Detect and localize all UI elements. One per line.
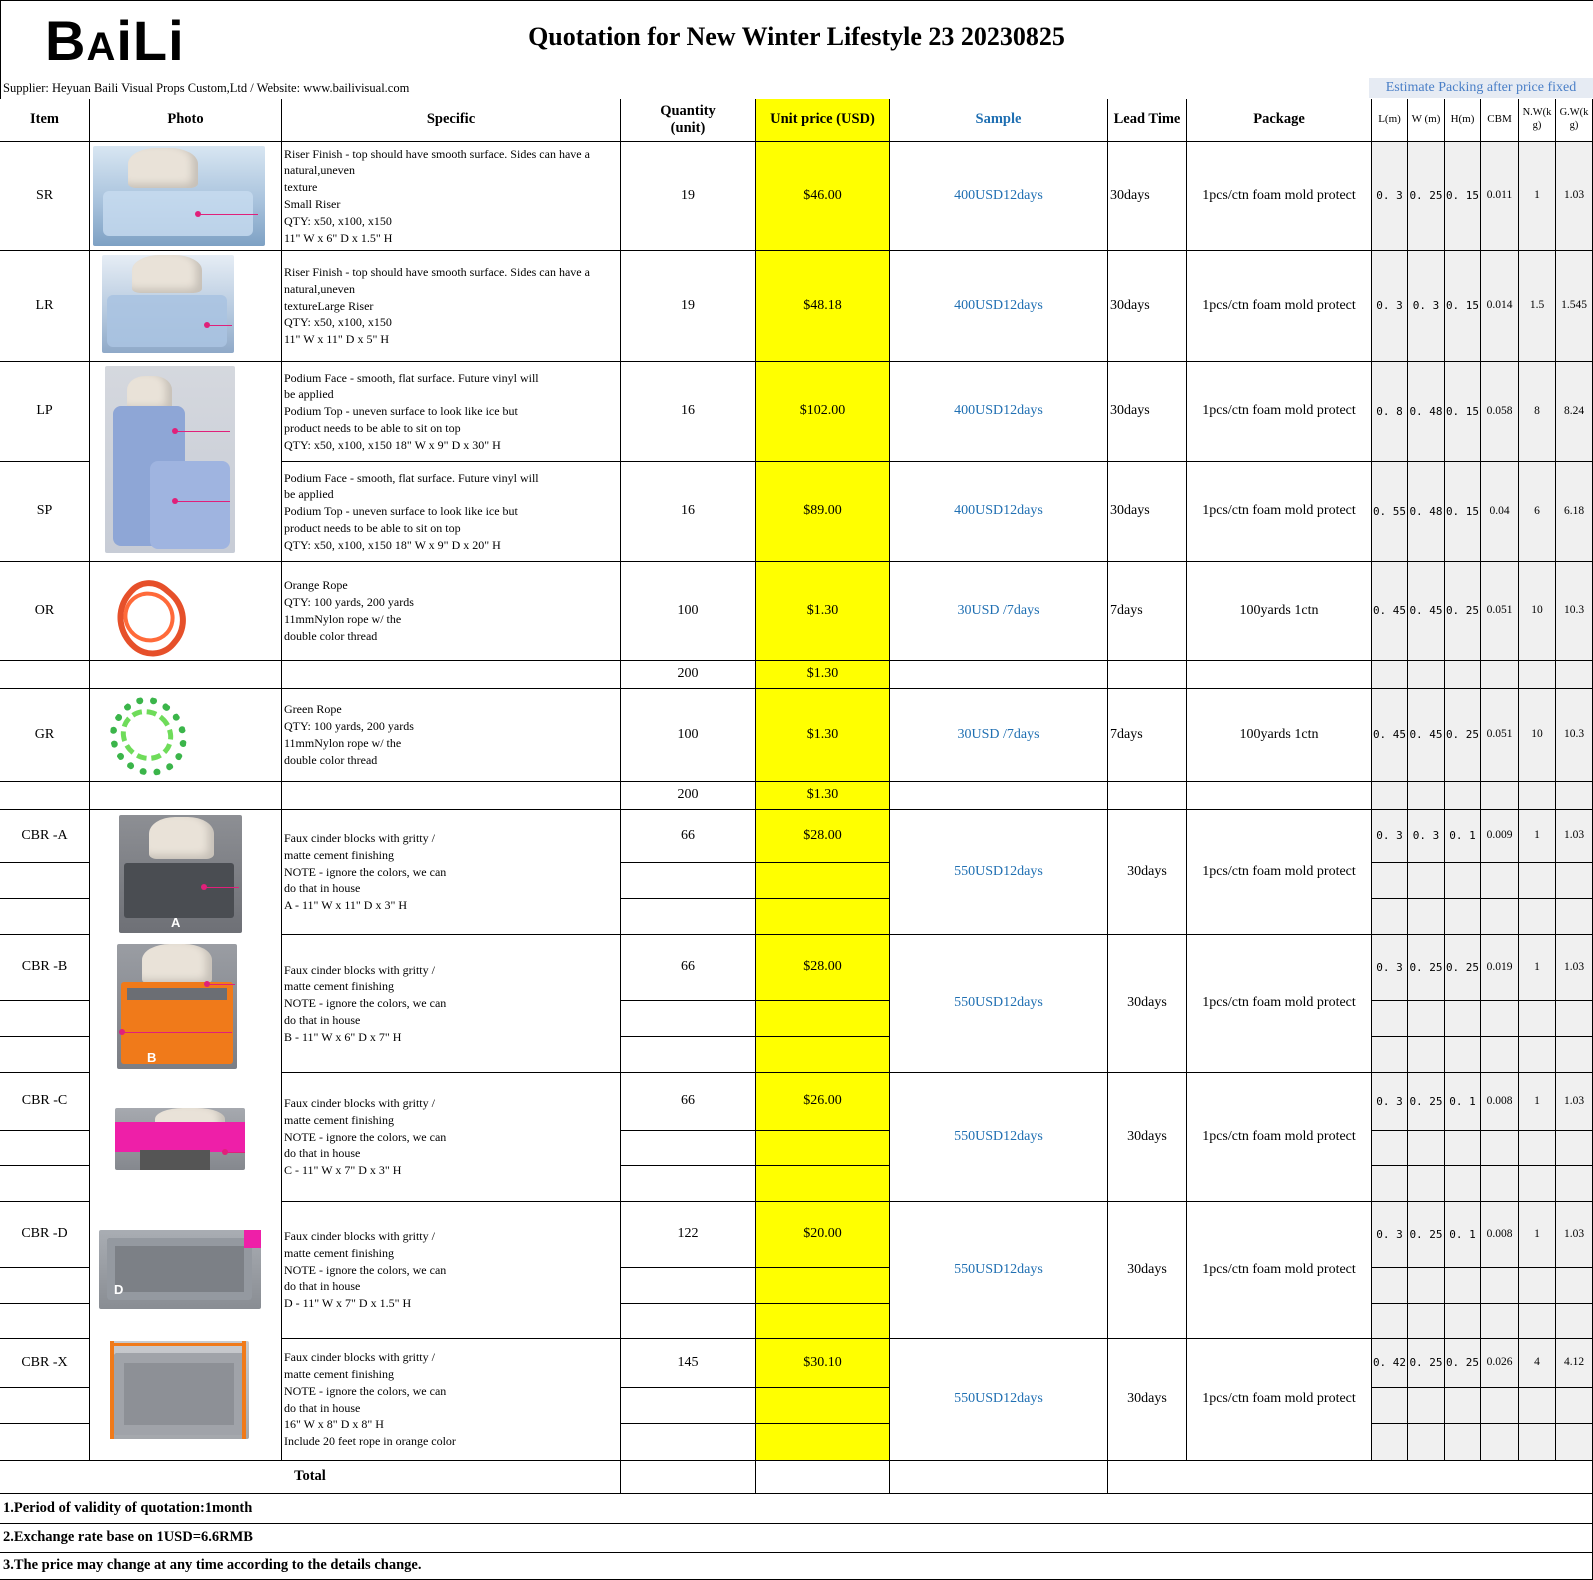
cinder-block-a-photo: A xyxy=(119,815,242,933)
dimension-empty xyxy=(1445,863,1481,899)
item-code-empty xyxy=(0,1388,90,1424)
dimension-h: 0. 1 xyxy=(1445,810,1481,863)
dimension-w: 0. 48 xyxy=(1408,362,1445,462)
large-riser-photo xyxy=(102,255,234,353)
dimension-empty xyxy=(1481,1037,1519,1073)
item-code: SP xyxy=(0,462,90,562)
baili-logo: BAiLi xyxy=(45,9,185,72)
product-spec: Green Rope QTY: 100 yards, 200 yards 11mmNylon rope w/ the double color thread xyxy=(282,689,621,782)
total-empty xyxy=(1108,1461,1593,1494)
column-header-specific: Specific xyxy=(282,99,621,142)
photo-cell xyxy=(90,782,282,810)
dimension-cbm: 0.009 xyxy=(1481,810,1519,863)
lead-time: 30days xyxy=(1108,935,1187,1073)
dimension-l: 0. 3 xyxy=(1372,1073,1408,1131)
dimension-cbm: 0.051 xyxy=(1481,562,1519,661)
package-type: 1pcs/ctn foam mold protect xyxy=(1187,810,1372,935)
package-type: 1pcs/ctn foam mold protect xyxy=(1187,1339,1372,1461)
dimension-empty xyxy=(1408,1424,1445,1461)
dimension-gw: 10.3 xyxy=(1556,689,1593,782)
dimension-empty xyxy=(1519,1037,1556,1073)
package-type: 1pcs/ctn foam mold protect xyxy=(1187,251,1372,362)
item-code-empty xyxy=(0,863,90,899)
dimension-empty xyxy=(1556,1001,1593,1037)
dimension-w: 0. 48 xyxy=(1408,462,1445,562)
sample-cost: 550USD12days xyxy=(890,1339,1108,1461)
dimension-empty xyxy=(1372,1424,1408,1461)
dimension-gw: 10.3 xyxy=(1556,562,1593,661)
sample-cost: 30USD /7days xyxy=(890,562,1108,661)
dimension-gw: 1.03 xyxy=(1556,142,1593,251)
table-cell-empty xyxy=(282,782,621,810)
sample-cost: 550USD12days xyxy=(890,935,1108,1073)
unit-price-value: $48.18 xyxy=(756,251,890,362)
unit-price-value: $28.00 xyxy=(756,810,890,863)
sample-cost: 400USD12days xyxy=(890,462,1108,562)
unit-price-value: $1.30 xyxy=(756,689,890,782)
unit-price-empty xyxy=(756,1037,890,1073)
quantity-value: 16 xyxy=(621,362,756,462)
dimension-cbm: 0.04 xyxy=(1481,462,1519,562)
item-code-empty xyxy=(0,1166,90,1202)
dimension-empty xyxy=(1372,1166,1408,1202)
dimension-w: 0. 45 xyxy=(1408,562,1445,661)
dimension-empty xyxy=(1519,1001,1556,1037)
dimension-nw: 1 xyxy=(1519,810,1556,863)
package-type: 100yards 1ctn xyxy=(1187,689,1372,782)
unit-price-value: $28.00 xyxy=(756,935,890,1001)
dimension-empty xyxy=(1481,1131,1519,1166)
dimension-l: 0. 3 xyxy=(1372,810,1408,863)
dimension-cbm: 0.026 xyxy=(1481,1339,1519,1388)
item-code-empty xyxy=(0,1304,90,1339)
unit-price-value: $1.30 xyxy=(756,562,890,661)
dimension-gw: 4.12 xyxy=(1556,1339,1593,1388)
quantity-value: 19 xyxy=(621,142,756,251)
unit-price-value: $1.30 xyxy=(756,661,890,689)
lead-time: 30days xyxy=(1108,1073,1187,1202)
dimension-nw: 10 xyxy=(1519,689,1556,782)
dimension-gw: 1.545 xyxy=(1556,251,1593,362)
dimension-w: 0. 25 xyxy=(1408,1339,1445,1388)
estimate-packing-note: Estimate Packing after price fixed xyxy=(1369,78,1593,98)
column-header-gw: G.W(kg) xyxy=(1556,99,1593,142)
dimension-cbm: 0.008 xyxy=(1481,1073,1519,1131)
podium-photo xyxy=(105,366,235,553)
dimension-empty xyxy=(1445,1166,1481,1202)
dimension-empty xyxy=(1445,1037,1481,1073)
quantity-empty xyxy=(621,1166,756,1202)
dimension-l: 0. 42 xyxy=(1372,1339,1408,1388)
package-type: 1pcs/ctn foam mold protect xyxy=(1187,142,1372,251)
item-code-empty xyxy=(0,899,90,935)
sample-cost: 400USD12days xyxy=(890,362,1108,462)
product-spec: Faux cinder blocks with gritty / matte cement finishing NOTE - ignore the colors, we can do that in house B - 11" W x 6" D x 7" H xyxy=(282,935,621,1073)
dimension-w: 0. 3 xyxy=(1408,810,1445,863)
item-code: CBR -D xyxy=(0,1202,90,1268)
item-code: SR xyxy=(0,142,90,251)
dimension-w: 0. 45 xyxy=(1408,689,1445,782)
dimension-l: 0. 3 xyxy=(1372,935,1408,1001)
dimension-cbm: 0.058 xyxy=(1481,362,1519,462)
dimension-empty xyxy=(1445,1131,1481,1166)
table-cell-empty xyxy=(1372,782,1408,810)
footnote-2: 2.Exchange rate base on 1USD=6.6RMB xyxy=(0,1524,1593,1553)
package-type: 1pcs/ctn foam mold protect xyxy=(1187,362,1372,462)
dimension-cbm: 0.019 xyxy=(1481,935,1519,1001)
dimension-empty xyxy=(1481,1424,1519,1461)
table-cell-empty xyxy=(1556,782,1593,810)
dimension-empty xyxy=(1481,1001,1519,1037)
quantity-value: 100 xyxy=(621,689,756,782)
orange-rope-photo xyxy=(109,574,183,652)
table-cell-empty xyxy=(1372,661,1408,689)
dimension-empty xyxy=(1519,1268,1556,1304)
dimension-h: 0. 15 xyxy=(1445,462,1481,562)
dimension-l: 0. 45 xyxy=(1372,562,1408,661)
cinder-block-b-photo: B xyxy=(117,944,237,1069)
sample-cost: 30USD /7days xyxy=(890,689,1108,782)
quantity-empty xyxy=(621,863,756,899)
unit-price-value: $1.30 xyxy=(756,782,890,810)
column-header-h: H(m) xyxy=(1445,99,1481,142)
sample-cost: 400USD12days xyxy=(890,251,1108,362)
quantity-value: 200 xyxy=(621,661,756,689)
dimension-empty xyxy=(1372,1304,1408,1339)
product-spec: Faux cinder blocks with gritty / matte cement finishing NOTE - ignore the colors, we can do that in house C - 11" W x 7" D x 3" H xyxy=(282,1073,621,1202)
package-type: 1pcs/ctn foam mold protect xyxy=(1187,1073,1372,1202)
lead-time: 30days xyxy=(1108,251,1187,362)
column-header-quantity: Quantity (unit) xyxy=(621,99,756,142)
table-cell-empty xyxy=(1519,782,1556,810)
dimension-empty xyxy=(1519,1166,1556,1202)
quantity-empty xyxy=(621,1304,756,1339)
dimension-l: 0. 3 xyxy=(1372,142,1408,251)
dimension-cbm: 0.014 xyxy=(1481,251,1519,362)
dimension-w: 0. 25 xyxy=(1408,1202,1445,1268)
dimension-w: 0. 25 xyxy=(1408,1073,1445,1131)
unit-price-empty xyxy=(756,1001,890,1037)
table-cell-empty xyxy=(1108,661,1187,689)
cinder-block-x-photo xyxy=(110,1341,249,1439)
dimension-l: 0. 45 xyxy=(1372,689,1408,782)
unit-price-value: $30.10 xyxy=(756,1339,890,1388)
dimension-w: 0. 25 xyxy=(1408,935,1445,1001)
dimension-empty xyxy=(1408,1131,1445,1166)
item-code: CBR -B xyxy=(0,935,90,1001)
column-header-l: L(m) xyxy=(1372,99,1408,142)
column-header-photo: Photo xyxy=(90,99,282,142)
quantity-empty xyxy=(621,1388,756,1424)
green-rope-photo xyxy=(106,692,186,772)
lead-time: 30days xyxy=(1108,142,1187,251)
dimension-l: 0. 8 xyxy=(1372,362,1408,462)
dimension-empty xyxy=(1372,1001,1408,1037)
table-cell-empty xyxy=(1556,661,1593,689)
dimension-gw: 1.03 xyxy=(1556,1202,1593,1268)
dimension-l: 0. 3 xyxy=(1372,251,1408,362)
dimension-cbm: 0.051 xyxy=(1481,689,1519,782)
dimension-empty xyxy=(1372,1131,1408,1166)
quantity-value: 16 xyxy=(621,462,756,562)
item-code: CBR -C xyxy=(0,1073,90,1131)
dimension-nw: 1 xyxy=(1519,1073,1556,1131)
dimension-nw: 10 xyxy=(1519,562,1556,661)
quantity-value: 66 xyxy=(621,935,756,1001)
dimension-empty xyxy=(1556,1388,1593,1424)
dimension-empty xyxy=(1408,1304,1445,1339)
dimension-empty xyxy=(1519,1424,1556,1461)
dimension-nw: 8 xyxy=(1519,362,1556,462)
item-code: CBR -X xyxy=(0,1339,90,1388)
table-cell-empty xyxy=(0,661,90,689)
column-header-nw: N.W(kg) xyxy=(1519,99,1556,142)
column-header-package: Package xyxy=(1187,99,1372,142)
quantity-empty xyxy=(621,1424,756,1461)
item-code-empty xyxy=(0,1131,90,1166)
dimension-gw: 8.24 xyxy=(1556,362,1593,462)
unit-price-empty xyxy=(756,1268,890,1304)
page-title: Quotation for New Winter Lifestyle 23 20230825 xyxy=(528,22,1065,51)
dimension-w: 0. 3 xyxy=(1408,251,1445,362)
dimension-empty xyxy=(1481,1166,1519,1202)
dimension-empty xyxy=(1445,1001,1481,1037)
dimension-empty xyxy=(1408,1037,1445,1073)
column-header-unit-price: Unit price (USD) xyxy=(756,99,890,142)
sample-cost: 550USD12days xyxy=(890,1073,1108,1202)
table-cell-empty xyxy=(282,661,621,689)
table-cell-empty xyxy=(1187,782,1372,810)
dimension-empty xyxy=(1445,1304,1481,1339)
dimension-empty xyxy=(1556,899,1593,935)
cinder-block-c-photo xyxy=(115,1108,245,1170)
dimension-nw: 1.5 xyxy=(1519,251,1556,362)
product-spec: Riser Finish - top should have smooth surface. Sides can have a natural,uneven textureLarge Riser QTY: x50, x100, x150 11" W x 11" D x 5" H xyxy=(282,251,621,362)
column-header-lead-time: Lead Time xyxy=(1108,99,1187,142)
dimension-nw: 4 xyxy=(1519,1339,1556,1388)
photo-cell xyxy=(90,661,282,689)
quantity-value: 145 xyxy=(621,1339,756,1388)
dimension-empty xyxy=(1481,899,1519,935)
lead-time: 7days xyxy=(1108,689,1187,782)
sample-cost: 400USD12days xyxy=(890,142,1108,251)
total-label: Total xyxy=(0,1461,621,1494)
dimension-empty xyxy=(1519,1131,1556,1166)
dimension-empty xyxy=(1372,863,1408,899)
unit-price-empty xyxy=(756,863,890,899)
dimension-h: 0. 15 xyxy=(1445,362,1481,462)
quantity-value: 100 xyxy=(621,562,756,661)
dimension-empty xyxy=(1408,1166,1445,1202)
dimension-empty xyxy=(1445,1268,1481,1304)
dimension-l: 0. 3 xyxy=(1372,1202,1408,1268)
table-cell-empty xyxy=(1519,661,1556,689)
dimension-empty xyxy=(1408,1388,1445,1424)
dimension-empty xyxy=(1556,1268,1593,1304)
quantity-empty xyxy=(621,1268,756,1304)
quantity-value: 66 xyxy=(621,810,756,863)
quantity-empty xyxy=(621,1131,756,1166)
dimension-w: 0. 25 xyxy=(1408,142,1445,251)
product-spec: Riser Finish - top should have smooth surface. Sides can have a natural,uneven texture Small Riser QTY: x50, x100, x150 11" W x 6" D x 1.5" H xyxy=(282,142,621,251)
dimension-empty xyxy=(1556,1424,1593,1461)
column-header-cbm: CBM xyxy=(1481,99,1519,142)
dimension-gw: 1.03 xyxy=(1556,810,1593,863)
product-spec: Faux cinder blocks with gritty / matte cement finishing NOTE - ignore the colors, we can do that in house D - 11" W x 7" D x 1.5" H xyxy=(282,1202,621,1339)
dimension-empty xyxy=(1445,899,1481,935)
dimension-empty xyxy=(1481,1304,1519,1339)
quantity-value: 66 xyxy=(621,1073,756,1131)
sample-cost: 550USD12days xyxy=(890,1202,1108,1339)
item-code: GR xyxy=(0,689,90,782)
dimension-empty xyxy=(1481,1388,1519,1424)
column-header-sample: Sample xyxy=(890,99,1108,142)
dimension-cbm: 0.008 xyxy=(1481,1202,1519,1268)
item-code: CBR -A xyxy=(0,810,90,863)
dimension-empty xyxy=(1408,899,1445,935)
dimension-cbm: 0.011 xyxy=(1481,142,1519,251)
dimension-empty xyxy=(1372,1037,1408,1073)
dimension-empty xyxy=(1445,1424,1481,1461)
dimension-h: 0. 15 xyxy=(1445,142,1481,251)
item-code: OR xyxy=(0,562,90,661)
table-cell-empty xyxy=(1481,661,1519,689)
quantity-empty xyxy=(621,1001,756,1037)
lead-time: 30days xyxy=(1108,362,1187,462)
unit-price-value: $89.00 xyxy=(756,462,890,562)
column-header-w: W (m) xyxy=(1408,99,1445,142)
dimension-empty xyxy=(1519,863,1556,899)
cinder-block-d-photo: D xyxy=(99,1230,261,1309)
dimension-empty xyxy=(1519,899,1556,935)
item-code-empty xyxy=(0,1037,90,1073)
unit-price-empty xyxy=(756,1388,890,1424)
item-code-empty xyxy=(0,1424,90,1461)
dimension-empty xyxy=(1481,1268,1519,1304)
total-quantity xyxy=(621,1461,756,1494)
quantity-value: 200 xyxy=(621,782,756,810)
table-cell-empty xyxy=(890,782,1108,810)
item-code-empty xyxy=(0,1001,90,1037)
unit-price-value: $46.00 xyxy=(756,142,890,251)
dimension-h: 0. 1 xyxy=(1445,1202,1481,1268)
unit-price-value: $20.00 xyxy=(756,1202,890,1268)
small-riser-photo xyxy=(93,146,265,246)
dimension-h: 0. 15 xyxy=(1445,251,1481,362)
unit-price-empty xyxy=(756,1304,890,1339)
package-type: 1pcs/ctn foam mold protect xyxy=(1187,1202,1372,1339)
unit-price-value: $26.00 xyxy=(756,1073,890,1131)
package-type: 1pcs/ctn foam mold protect xyxy=(1187,462,1372,562)
table-cell-empty xyxy=(1408,782,1445,810)
product-spec: Orange Rope QTY: 100 yards, 200 yards 11mmNylon rope w/ the double color thread xyxy=(282,562,621,661)
dimension-empty xyxy=(1556,1037,1593,1073)
quantity-value: 122 xyxy=(621,1202,756,1268)
unit-price-empty xyxy=(756,1131,890,1166)
table-cell-empty xyxy=(1445,661,1481,689)
dimension-empty xyxy=(1556,1304,1593,1339)
dimension-empty xyxy=(1372,1388,1408,1424)
lead-time: 7days xyxy=(1108,562,1187,661)
dimension-h: 0. 25 xyxy=(1445,689,1481,782)
footnote-1: 1.Period of validity of quotation:1month xyxy=(0,1494,1593,1524)
dimension-empty xyxy=(1556,1131,1593,1166)
dimension-empty xyxy=(1372,899,1408,935)
dimension-empty xyxy=(1445,1388,1481,1424)
dimension-nw: 1 xyxy=(1519,1202,1556,1268)
dimension-h: 0. 25 xyxy=(1445,935,1481,1001)
dimension-h: 0. 25 xyxy=(1445,1339,1481,1388)
lead-time: 30days xyxy=(1108,810,1187,935)
dimension-empty xyxy=(1519,1388,1556,1424)
quantity-value: 19 xyxy=(621,251,756,362)
unit-price-empty xyxy=(756,899,890,935)
dimension-empty xyxy=(1481,863,1519,899)
product-spec: Faux cinder blocks with gritty / matte cement finishing NOTE - ignore the colors, we can do that in house 16" W x 8" D x 8" H Include 20 feet rope in orange color xyxy=(282,1339,621,1461)
table-cell-empty xyxy=(1481,782,1519,810)
dimension-empty xyxy=(1408,1268,1445,1304)
sample-cost: 550USD12days xyxy=(890,810,1108,935)
dimension-nw: 1 xyxy=(1519,142,1556,251)
unit-price-empty xyxy=(756,1424,890,1461)
table-cell-empty xyxy=(1408,661,1445,689)
product-spec: Podium Face - smooth, flat surface. Future vinyl will be applied Podium Top - uneven surface to look like ice but product needs to be able to sit on top QTY: x50, x100, x150 18" W x 9" D x 30" H xyxy=(282,362,621,462)
table-cell-empty xyxy=(1187,661,1372,689)
product-spec: Faux cinder blocks with gritty / matte cement finishing NOTE - ignore the colors, we can do that in house A - 11" W x 11" D x 3" H xyxy=(282,810,621,935)
footnote-3: 3.The price may change at any time according to the details change. xyxy=(0,1553,1593,1580)
dimension-empty xyxy=(1556,1166,1593,1202)
table-cell-empty xyxy=(1108,782,1187,810)
unit-price-empty xyxy=(756,1166,890,1202)
lead-time: 30days xyxy=(1108,1202,1187,1339)
dimension-h: 0. 1 xyxy=(1445,1073,1481,1131)
quantity-empty xyxy=(621,1037,756,1073)
unit-price-value: $102.00 xyxy=(756,362,890,462)
quantity-empty xyxy=(621,899,756,935)
dimension-h: 0. 25 xyxy=(1445,562,1481,661)
supplier-line: Supplier: Heyuan Baili Visual Props Custom,Ltd / Website: www.bailivisual.com xyxy=(3,81,410,95)
item-code: LP xyxy=(0,362,90,462)
item-code-empty xyxy=(0,1268,90,1304)
dimension-empty xyxy=(1408,863,1445,899)
dimension-l: 0. 55 xyxy=(1372,462,1408,562)
table-cell-empty xyxy=(890,661,1108,689)
total-empty xyxy=(890,1461,1108,1494)
column-header-item: Item xyxy=(0,99,90,142)
package-type: 1pcs/ctn foam mold protect xyxy=(1187,935,1372,1073)
dimension-nw: 1 xyxy=(1519,935,1556,1001)
lead-time: 30days xyxy=(1108,1339,1187,1461)
lead-time: 30days xyxy=(1108,462,1187,562)
product-spec: Podium Face - smooth, flat surface. Future vinyl will be applied Podium Top - uneven surface to look like ice but product needs to be able to sit on top QTY: x50, x100, x150 18" W x 9" D x 20" H xyxy=(282,462,621,562)
dimension-gw: 1.03 xyxy=(1556,1073,1593,1131)
item-code: LR xyxy=(0,251,90,362)
package-type: 100yards 1ctn xyxy=(1187,562,1372,661)
dimension-gw: 1.03 xyxy=(1556,935,1593,1001)
table-cell-empty xyxy=(0,782,90,810)
dimension-empty xyxy=(1408,1001,1445,1037)
dimension-empty xyxy=(1556,863,1593,899)
dimension-nw: 6 xyxy=(1519,462,1556,562)
total-price xyxy=(756,1461,890,1494)
dimension-empty xyxy=(1519,1304,1556,1339)
dimension-empty xyxy=(1372,1268,1408,1304)
table-cell-empty xyxy=(1445,782,1481,810)
dimension-gw: 6.18 xyxy=(1556,462,1593,562)
